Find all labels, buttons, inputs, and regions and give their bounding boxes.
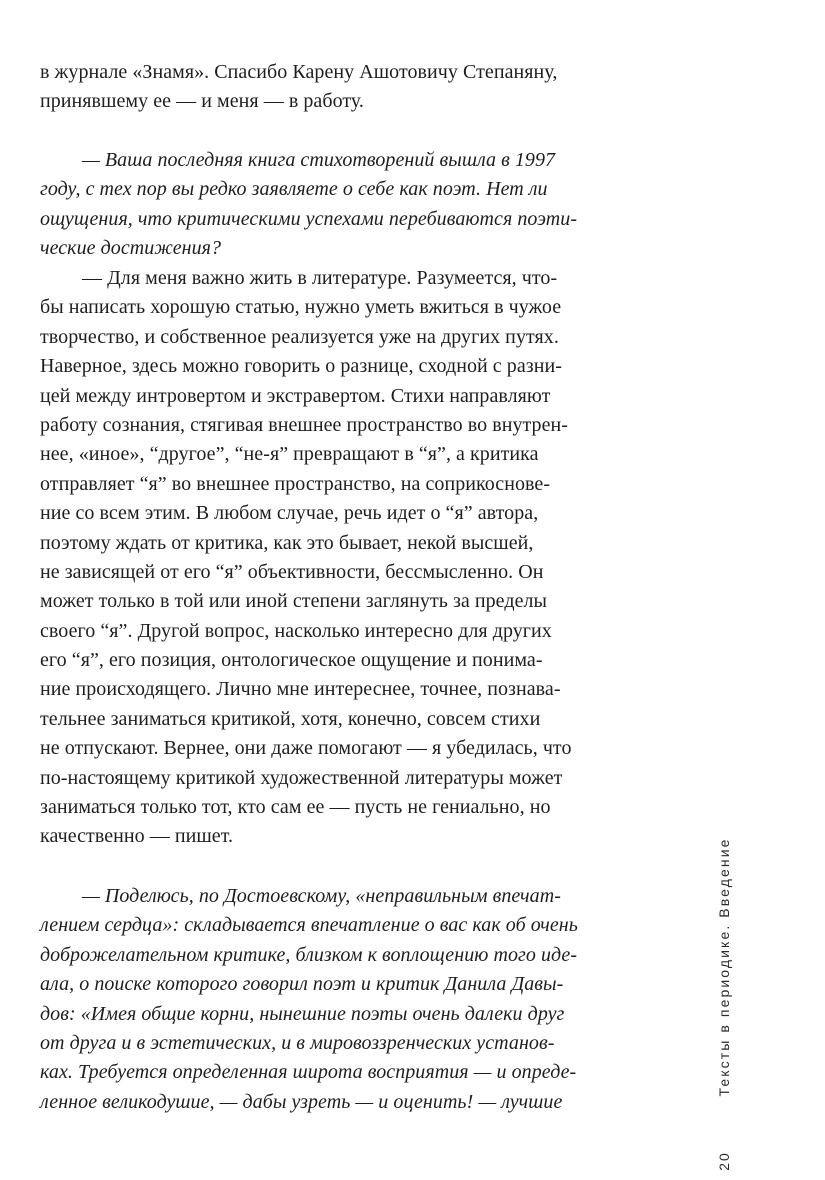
text-line: ческие достижения?	[40, 237, 222, 260]
text-line: работу сознания, стягивая внешнее пространство во внутрен-	[40, 413, 568, 436]
text-line: ках. Требуется определенная широта восприятия — и опреде-	[40, 1061, 577, 1084]
text-line: может только в той или иной степени заглянуть за пределы	[40, 590, 548, 613]
text-line: году, с тех пор вы редко заявляете о себе как поэт. Нет ли	[40, 178, 548, 201]
text-line: доброжелательном критике, близком к воплощению того иде-	[40, 943, 578, 966]
text-line: поэтому ждать от критика, как это бывает, некой высшей,	[40, 531, 534, 554]
interview-question-1	[40, 146, 680, 264]
running-head-text: Тексты в периодике. Введение	[716, 837, 732, 1097]
text-line: — Для меня важно жить в литературе. Разумеется, что-	[82, 267, 558, 289]
text-line: ощущения, что критическими успехами перебиваются поэти-	[40, 207, 578, 230]
text-line: ние происходящего. Лично мне интереснее, точнее, познава-	[40, 678, 561, 701]
text-line: отправляет “я” во внешнее пространство, на соприкоснове-	[40, 472, 551, 495]
text-line: качественно — пишет.	[40, 825, 234, 848]
text-line: в журнале «Знамя». Спасибо Карену Ашотовичу Степаняну,	[40, 61, 558, 83]
text-line: нее, «иное», “другое”, “не-я” превращают в “я”, а критика	[40, 443, 539, 466]
text-line: бы написать хорошую статью, нужно уметь вжиться в чужое	[40, 296, 562, 319]
text-line: ние со всем этим. В любом случае, речь идет о “я” автора,	[40, 502, 539, 525]
text-line: Наверное, здесь можно говорить о разнице, сходной с разни-	[40, 355, 562, 378]
text-line: — Ваша последняя книга стихотворений вышла в 1997	[82, 149, 556, 171]
page-number-text: 20	[716, 1151, 732, 1171]
interview-question-2	[40, 882, 680, 1117]
text-line: цей между интровертом и экстравертом. Стихи направляют	[40, 384, 551, 407]
text-line: от друга и в эстетических, и в мировоззренческих установ-	[40, 1031, 555, 1054]
interview-answer-1	[40, 264, 680, 852]
text-line: не отпускают. Вернее, они даже помогают — я убедилась, что	[40, 737, 572, 760]
text-line: — Поделюсь, по Достоевскому, «неправильным впечат-	[82, 885, 561, 907]
text-line: тельнее заниматься критикой, хотя, конечно, совсем стихи	[40, 707, 541, 730]
paragraph-continuation	[40, 58, 680, 117]
text-line: ленное великодушие, — дабы узреть — и оценить! — лучшие	[40, 1090, 563, 1113]
text-line: лением сердца»: складывается впечатление о вас как об очень	[40, 914, 578, 937]
text-line: принявшему ее — и меня — в работу.	[40, 90, 364, 113]
text-line: дов: «Имея общие корни, нынешние поэты очень далеки друг	[40, 1002, 565, 1025]
text-line: своего “я”. Другой вопрос, насколько интересно для других	[40, 619, 552, 642]
text-line: творчество, и собственное реализуется уже на других путях.	[40, 325, 559, 348]
text-line: не зависящей от его “я” объективности, бессмысленно. Он	[40, 560, 544, 583]
text-line: ала, о поиске которого говорил поэт и критик Данила Давы-	[40, 973, 564, 996]
text-line: заниматься только тот, кто сам ее — пусть не гениально, но	[40, 796, 551, 819]
text-line: его “я”, его позиция, онтологическое ощущение и понима-	[40, 649, 543, 672]
page-number	[709, 1144, 739, 1178]
text-line: по-настоящему критикой художественной литературы может	[40, 766, 563, 789]
running-head	[709, 837, 739, 1097]
